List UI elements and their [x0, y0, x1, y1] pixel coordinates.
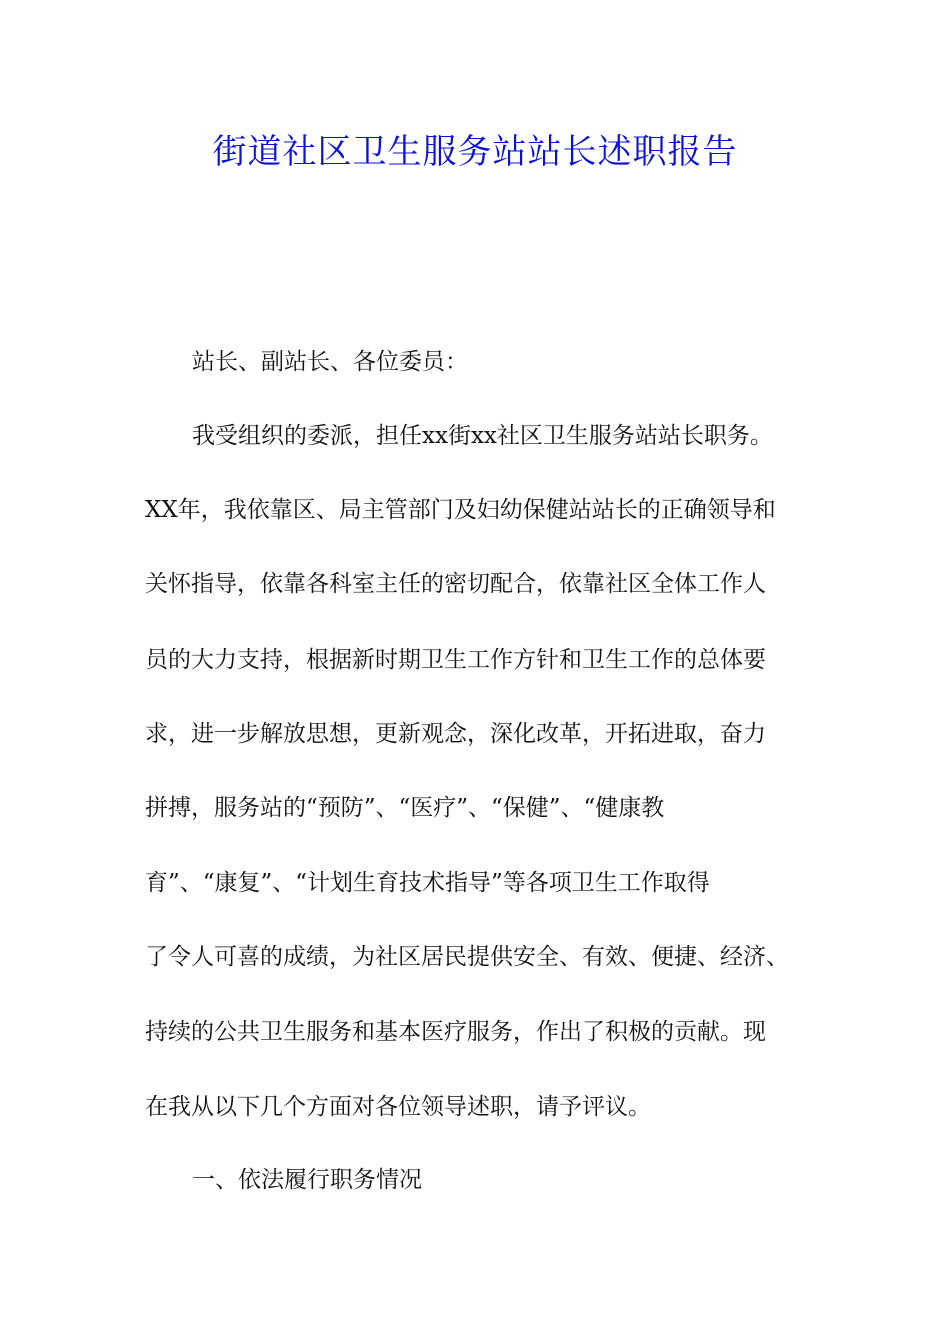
paragraph-line: 我受组织的委派，担任xx街xx社区卫生服务站站长职务。 — [192, 423, 773, 449]
paragraph-line: 在我从以下几个方面对各位领导述职，请予评议。 — [145, 1094, 651, 1120]
paragraph-line: XX年，我依靠区、局主管部门及妇幼保健站站长的正确领导和 — [145, 497, 776, 523]
paragraph-line: 关怀指导，依靠各科室主任的密切配合，依靠社区全体工作人 — [145, 571, 766, 597]
paragraph-line: 求，进一步解放思想，更新观念，深化改革，开拓进取，奋力 — [145, 721, 766, 747]
salutation: 站长、副站长、各位委员： — [192, 349, 468, 375]
document-title: 街道社区卫生服务站站长述职报告 — [212, 132, 738, 172]
paragraph-line: 了令人可喜的成绩，为社区居民提供安全、有效、便捷、经济、 — [145, 944, 789, 970]
paragraph-line: 拼搏，服务站的“预防”、“医疗”、“保健”、“健康教 — [145, 795, 665, 821]
paragraph-line: 持续的公共卫生服务和基本医疗服务，作出了积极的贡献。现 — [145, 1019, 766, 1045]
paragraph-line: 育”、“康复”、“计划生育技术指导”等各项卫生工作取得 — [145, 870, 710, 896]
section-heading: 一、依法履行职务情况 — [192, 1167, 422, 1193]
paragraph-line: 员的大力支持，根据新时期卫生工作方针和卫生工作的总体要 — [145, 647, 766, 673]
